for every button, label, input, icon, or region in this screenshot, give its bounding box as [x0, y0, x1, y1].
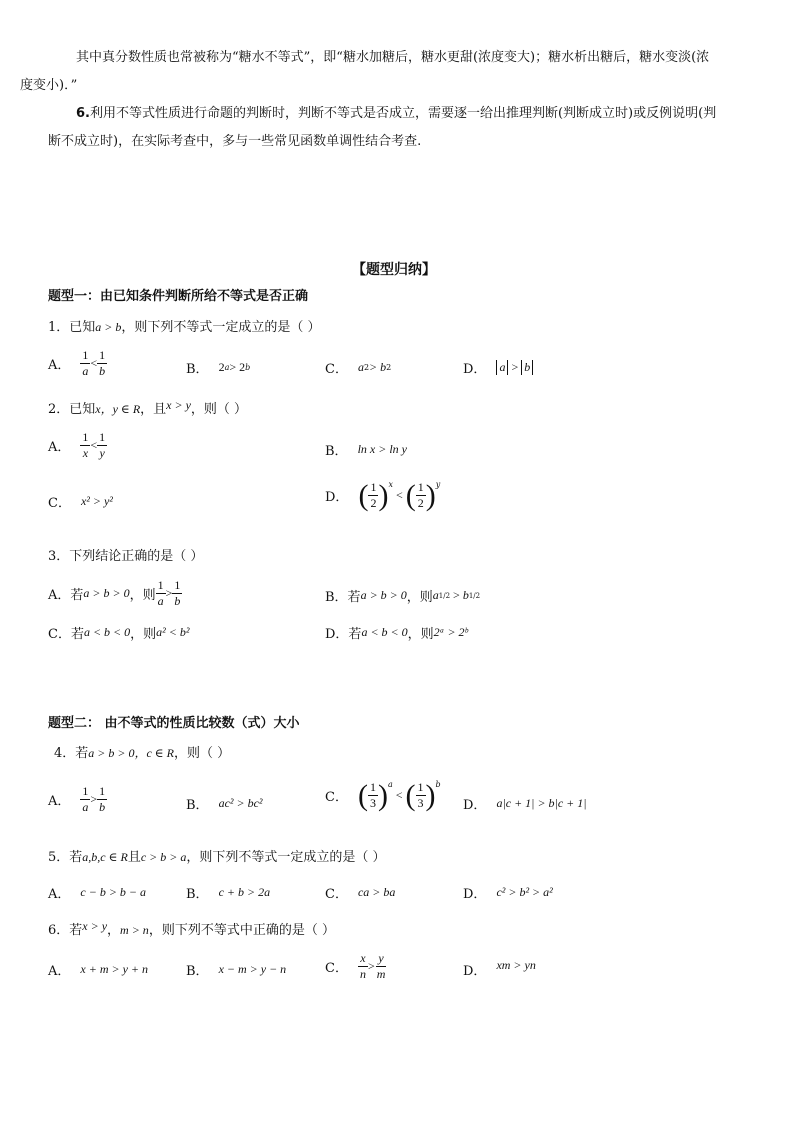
denominator: 3 — [369, 796, 376, 810]
greater-than: > — [508, 360, 522, 374]
exponent: a — [224, 363, 230, 372]
greater-than: > — [450, 588, 463, 602]
option-label: A．若 — [48, 588, 84, 603]
denominator: x — [82, 446, 89, 460]
numerator: 1 — [82, 784, 89, 798]
denominator: b — [174, 594, 181, 608]
q5-option-b[interactable] — [186, 883, 270, 902]
intro-line1: 其中真分数性质也常被称为“糖水不等式”，即“糖水加糖后，糖水更甜(浓度变大)；糖水析出糖后，糖水变淡(浓 — [76, 50, 710, 65]
option-label: C． — [325, 887, 348, 902]
numerator: 1 — [174, 578, 181, 592]
numerator: 1 — [99, 348, 106, 362]
numerator: 1 — [82, 348, 89, 362]
section-title: 【题型归纳】 — [352, 262, 436, 278]
condition: a < b < 0 — [83, 625, 131, 639]
expression: x² > y² — [80, 494, 113, 508]
result: 2ᵃ > 2ᵇ — [433, 625, 468, 639]
exponent: a — [387, 780, 393, 789]
q2-stem-tail: ，则（ ） — [190, 402, 248, 417]
q5-vars: a,b,c ∈ R — [82, 850, 128, 864]
fraction — [416, 780, 426, 811]
numerator: 1 — [82, 430, 89, 444]
abs-value: a — [496, 360, 508, 375]
fraction — [375, 951, 388, 982]
base: a — [432, 588, 439, 602]
option-label: A． — [48, 964, 71, 979]
denominator: a — [157, 594, 164, 608]
option-label: A． — [48, 794, 71, 809]
numerator: 1 — [370, 480, 377, 494]
q3-option-b[interactable] — [325, 586, 480, 605]
less-than: < — [392, 788, 406, 802]
option-label: D．若 — [325, 627, 362, 642]
q5-stem-text: 5．若 — [48, 850, 83, 865]
fraction — [97, 430, 107, 461]
option-label: C． — [325, 790, 348, 805]
fraction — [416, 480, 426, 511]
q1-stem-tail: ，则下列不等式一定成立的是（ ） — [121, 320, 321, 335]
option-label: C． — [48, 496, 71, 511]
q3-option-a[interactable] — [48, 578, 182, 609]
option-label: B． — [186, 964, 209, 979]
type2-title: 题型二： 由不等式的性质比较数（式）大小 — [48, 716, 300, 731]
q5-option-c[interactable] — [325, 883, 395, 902]
left-paren: ( — [357, 778, 368, 812]
q2-condition: x > y — [166, 398, 191, 412]
left-paren: ( — [405, 478, 416, 512]
q4-stem-text: 4．若 — [54, 746, 89, 761]
q1-stem-text: 1．已知 — [48, 320, 96, 335]
exponent: 1/2 — [468, 591, 481, 600]
denominator: a — [82, 800, 89, 814]
q4-condition: a > b > 0，c ∈ R — [88, 746, 175, 760]
square: 2 — [363, 363, 370, 372]
right-paren: ) — [378, 478, 389, 512]
abs-value: b — [521, 360, 533, 375]
q5-stem-tail: ，则下列不等式一定成立的是（ ） — [186, 850, 386, 865]
q1-option-a[interactable] — [48, 348, 107, 379]
numerator: 1 — [417, 480, 424, 494]
q5-condition: c > b > a — [140, 850, 187, 864]
numerator: x — [360, 951, 366, 965]
expression: a|c + 1| > b|c + 1| — [496, 796, 587, 810]
relation: > b — [369, 360, 387, 374]
expression: c + b > 2a — [218, 885, 271, 899]
option-label: D． — [463, 362, 487, 377]
type1-title: 题型一：由已知条件判断所给不等式是否正确 — [48, 289, 309, 304]
condition: a < b < 0 — [361, 625, 408, 639]
option-label: C．若 — [48, 627, 84, 642]
q4-stem-tail: ，则（ ） — [174, 746, 231, 761]
numerator: 1 — [157, 578, 164, 592]
q2-stem-text: 2．已知 — [48, 402, 96, 417]
q6-sep: ， — [107, 923, 121, 938]
option-label: D． — [325, 490, 349, 505]
left-paren: ( — [358, 478, 369, 512]
item-6-line1: 利用不等式性质进行命题的判断时，判断不等式是否成立，需要逐一给出推理判断(判断成立时)或反例说明(判 — [89, 106, 717, 121]
expression: c² > b² > a² — [496, 885, 553, 899]
denominator: a — [82, 364, 89, 378]
fraction — [172, 578, 182, 609]
option-label: A． — [48, 358, 71, 373]
q5-option-a[interactable] — [48, 883, 146, 902]
then: ，则 — [406, 590, 433, 605]
denominator: n — [359, 967, 366, 981]
option-label: A． — [48, 887, 71, 902]
fraction — [156, 578, 166, 609]
fraction — [80, 430, 90, 461]
item-6-line2: 断不成立时)，在实际考查中，多与一些常见函数单调性结合考查. — [48, 134, 422, 149]
numerator: 1 — [99, 430, 106, 444]
q6-stem — [48, 919, 335, 938]
option-label: D． — [463, 964, 487, 979]
item-6-number: 6. — [76, 106, 90, 121]
option-label: C． — [325, 362, 348, 377]
option-label: D． — [463, 887, 487, 902]
exponent: 1/2 — [438, 591, 451, 600]
q2-vars: x，y ∈ R — [95, 402, 141, 416]
q2-stem — [48, 398, 247, 417]
fraction — [97, 784, 107, 815]
condition: a > b > 0 — [360, 588, 407, 602]
fraction — [368, 480, 378, 511]
q2-option-d[interactable] — [325, 480, 440, 511]
q4-option-c[interactable] — [325, 780, 441, 811]
denominator: 2 — [417, 496, 424, 510]
denominator: b — [99, 800, 106, 814]
denominator: y — [99, 446, 105, 460]
q1-condition: a > b — [95, 320, 122, 334]
numerator: y — [378, 951, 384, 965]
q6-stem-text: 6．若 — [48, 923, 83, 938]
greater-than: > — [165, 586, 173, 600]
q6-stem-tail: ，则下列不等式中正确的是（ ） — [148, 923, 335, 938]
q6-option-b[interactable] — [186, 960, 286, 979]
then: ，则 — [129, 588, 156, 603]
exponent: y — [435, 480, 441, 489]
fraction — [80, 348, 90, 379]
numerator: 1 — [99, 784, 106, 798]
numerator: 1 — [417, 780, 424, 794]
exponent: b — [435, 780, 441, 789]
q5-stem — [48, 846, 386, 865]
option-label: B． — [325, 444, 348, 459]
right-paren: ) — [425, 478, 436, 512]
base: a — [357, 360, 364, 374]
option-label: A． — [48, 440, 71, 455]
less-than: < — [90, 438, 98, 452]
denominator: b — [99, 364, 106, 378]
expression: ln x > ln y — [357, 442, 407, 456]
left-paren: ( — [405, 778, 416, 812]
less-than: < — [392, 488, 406, 502]
expression: x − m > y − n — [218, 962, 287, 976]
result: a² < b² — [156, 625, 190, 639]
then: ，则 — [130, 627, 157, 642]
q5-stem-mid: 且 — [127, 850, 141, 865]
denominator: 2 — [370, 496, 377, 510]
option-label: B． — [186, 887, 209, 902]
greater-than: > — [90, 792, 98, 806]
q3-option-d[interactable] — [325, 623, 468, 642]
q2-option-c[interactable] — [48, 492, 113, 511]
q4-option-a[interactable] — [48, 784, 107, 815]
q2-option-b[interactable] — [325, 440, 407, 459]
expression: ca > ba — [357, 885, 396, 899]
q4-stem — [54, 742, 230, 761]
q1-option-b[interactable] — [186, 358, 250, 377]
option-label: B． — [186, 798, 209, 813]
q6-condition-1: x > y — [82, 919, 108, 933]
exponent: x — [388, 480, 393, 489]
q6-option-a[interactable] — [48, 960, 148, 979]
q4-option-d[interactable] — [463, 794, 587, 813]
expression: ac² > bc² — [218, 796, 263, 810]
base: b — [462, 588, 469, 602]
q2-stem-mid: ，且 — [140, 402, 167, 417]
q6-option-d[interactable] — [463, 960, 536, 979]
fraction — [97, 348, 107, 379]
expression: xm > yn — [496, 958, 536, 972]
numerator: 1 — [369, 780, 376, 794]
q5-option-d[interactable] — [463, 883, 553, 902]
item-6-paragraph — [48, 100, 748, 156]
denominator: m — [376, 967, 386, 981]
expression: x + m > y + n — [80, 962, 149, 976]
option-label: D． — [463, 798, 487, 813]
q2-option-a[interactable] — [48, 430, 107, 461]
right-paren: ) — [425, 778, 436, 812]
fraction — [368, 780, 378, 811]
square: 2 — [386, 363, 392, 372]
greater-than: > — [367, 959, 375, 973]
then: ，则 — [407, 627, 434, 642]
fraction — [358, 951, 368, 982]
q3-option-c[interactable] — [48, 623, 189, 642]
q4-option-b[interactable] — [186, 794, 263, 813]
relation: > 2 — [229, 360, 246, 374]
option-label: C． — [325, 961, 348, 976]
intro-paragraph — [20, 44, 748, 100]
right-paren: ) — [377, 778, 388, 812]
exponent: b — [245, 363, 251, 372]
q1-option-d[interactable] — [463, 358, 533, 377]
option-label: B． — [186, 362, 209, 377]
condition: a > b > 0 — [83, 586, 130, 600]
expression: c − b > b − a — [80, 885, 147, 899]
fraction — [80, 784, 90, 815]
q6-condition-2: m > n — [120, 923, 149, 937]
option-label: B．若 — [325, 590, 361, 605]
denominator: 3 — [417, 796, 424, 810]
less-than: < — [90, 356, 98, 370]
q1-stem — [48, 316, 321, 335]
q1-option-c[interactable] — [325, 358, 391, 377]
base: 2 — [218, 360, 225, 374]
q3-stem: 3．下列结论正确的是（ ） — [48, 549, 204, 564]
intro-line2: 度变小)．” — [20, 78, 78, 93]
q6-option-c[interactable] — [325, 951, 387, 982]
